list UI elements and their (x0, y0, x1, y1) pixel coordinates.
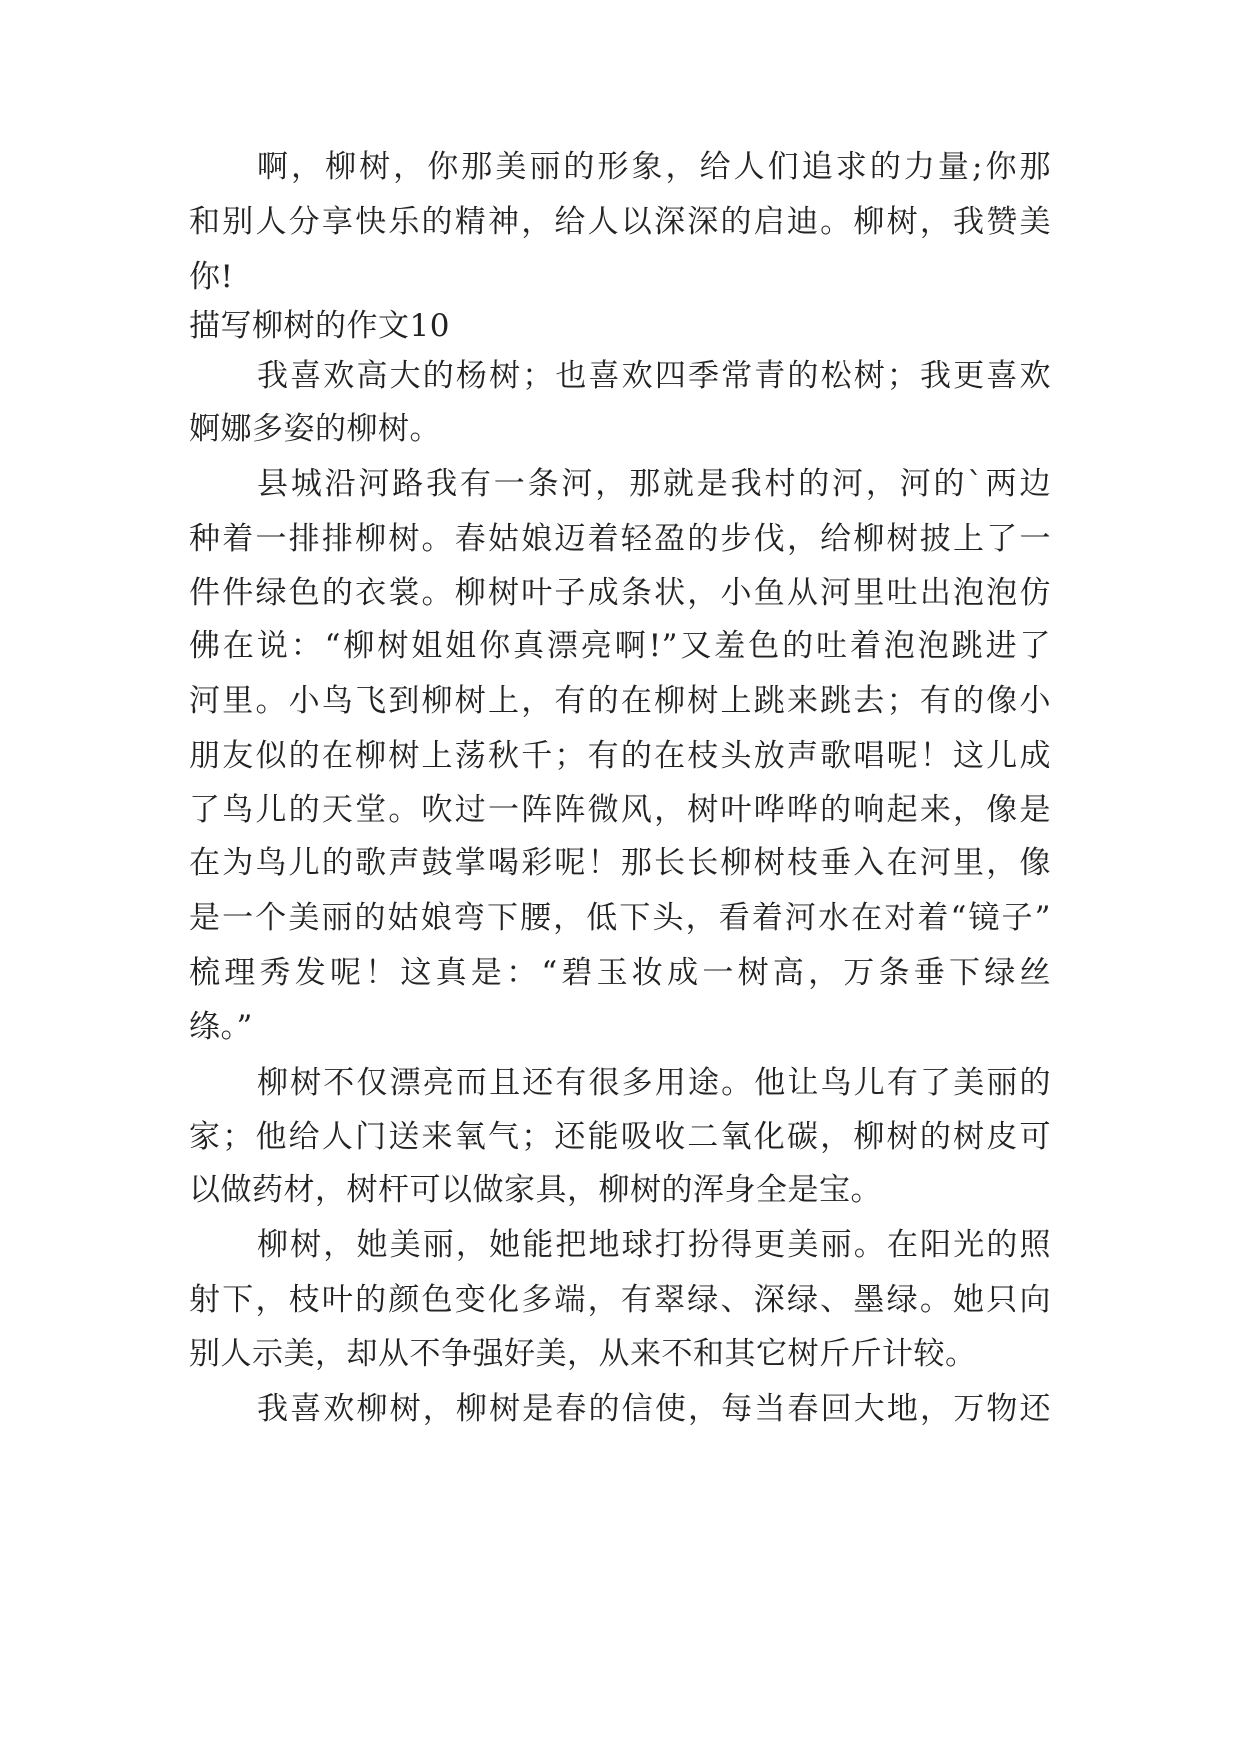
text-line: 家；他给人门送来氧气；还能吸收二氧化碳，柳树的树皮可 (189, 1119, 1051, 1155)
text-line: 别人示美，却从不争强好美，从来不和其它树斤斤计较。 (189, 1336, 977, 1372)
text-line: 梳理秀发呢！这真是：“碧玉妆成一树高，万条垂下绿丝 (189, 955, 1051, 991)
text-line: 以做药材，树杆可以做家具，柳树的浑身全是宝。 (189, 1172, 882, 1208)
text-line: 婀娜多姿的柳树。 (189, 411, 441, 447)
text-line: 是一个美丽的姑娘弯下腰，低下头，看着河水在对着“镜子” (189, 900, 1051, 936)
text-line: 县城沿河路我有一条河，那就是我村的河，河的`两边 (257, 466, 1051, 502)
section-heading: 描写柳树的作文10 (189, 308, 450, 344)
text-line: 和别人分享快乐的精神，给人以深深的启迪。柳树，我赞美 (189, 204, 1051, 240)
text-line: 柳树不仅漂亮而且还有很多用途。他让鸟儿有了美丽的 (257, 1065, 1051, 1101)
text-line: 河里。小鸟飞到柳树上，有的在柳树上跳来跳去；有的像小 (189, 683, 1051, 719)
text-line: 朋友似的在柳树上荡秋千；有的在枝头放声歌唱呢！这儿成 (189, 738, 1051, 774)
text-line: 件件绿色的衣裳。柳树叶子成条状，小鱼从河里吐出泡泡仿 (189, 575, 1051, 611)
text-line: 啊，柳树，你那美丽的形象，给人们追求的力量;你那 (257, 149, 1051, 185)
text-line: 绦。” (189, 1009, 253, 1045)
text-line: 在为鸟儿的歌声鼓掌喝彩呢！那长长柳树枝垂入在河里，像 (189, 845, 1051, 881)
text-line: 射下，枝叶的颜色变化多端，有翠绿、深绿、墨绿。她只向 (189, 1282, 1051, 1318)
text-line: 我喜欢高大的杨树；也喜欢四季常青的松树；我更喜欢 (257, 358, 1051, 394)
text-line: 柳树，她美丽，她能把地球打扮得更美丽。在阳光的照 (257, 1227, 1051, 1263)
text-line: 我喜欢柳树，柳树是春的信使，每当春回大地，万物还 (257, 1391, 1051, 1427)
text-line: 你! (189, 259, 234, 295)
text-line: 佛在说：“柳树姐姐你真漂亮啊!”又羞色的吐着泡泡跳进了 (189, 628, 1051, 664)
text-line: 了鸟儿的天堂。吹过一阵阵微风，树叶哗哗的响起来，像是 (189, 792, 1051, 828)
text-line: 种着一排排柳树。春姑娘迈着轻盈的步伐，给柳树披上了一 (189, 521, 1051, 557)
